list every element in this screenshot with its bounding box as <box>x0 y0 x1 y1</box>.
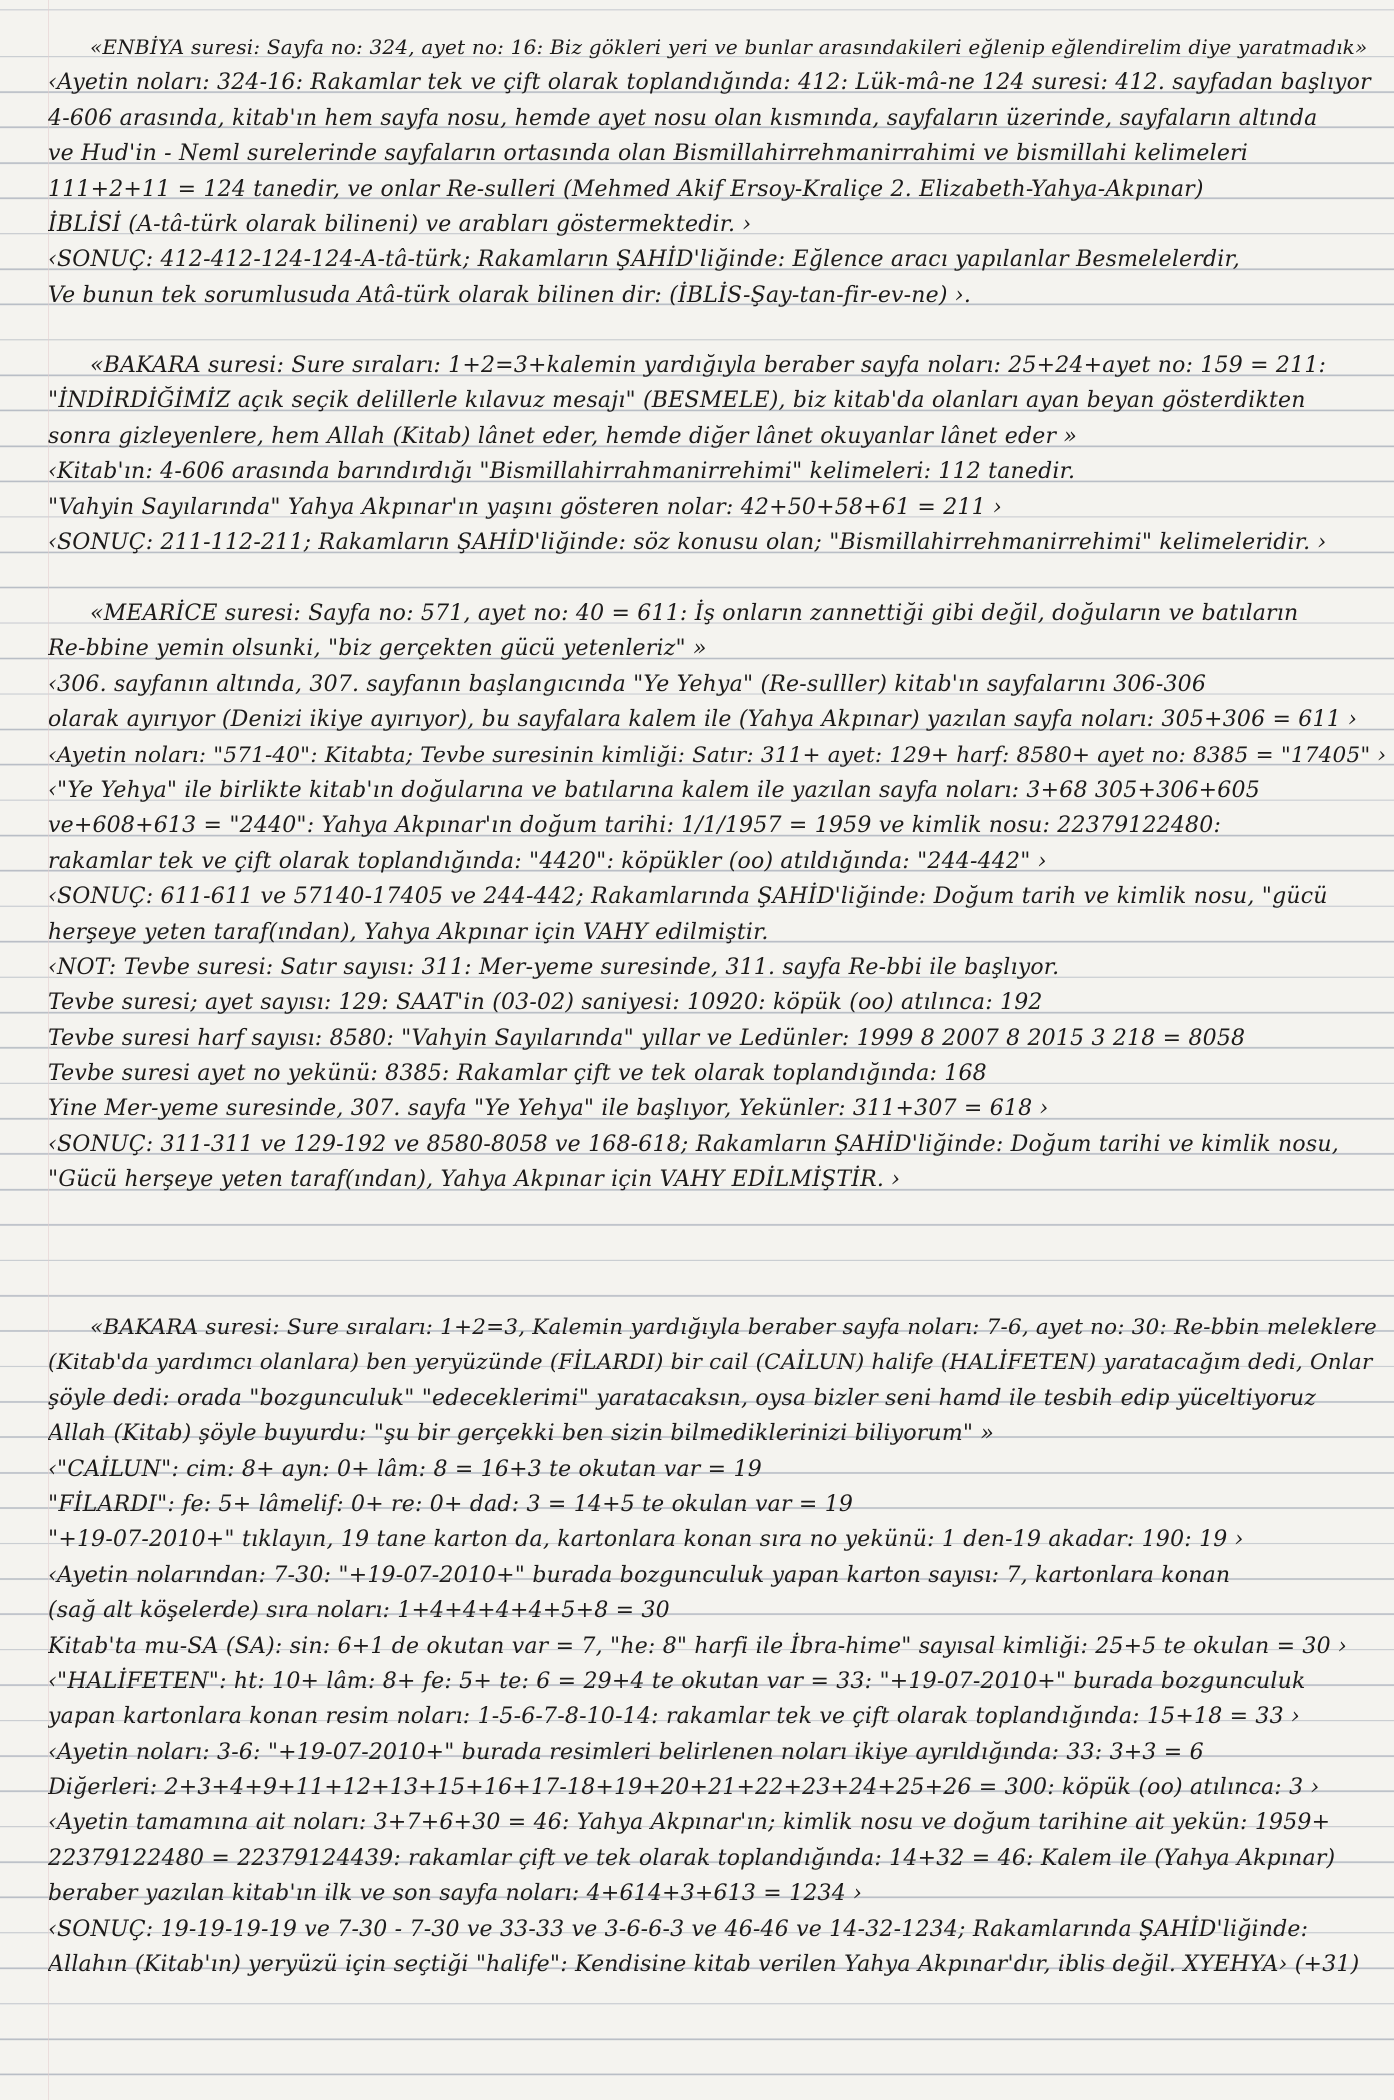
handwritten-line: "İNDİRDİĞİMİZ açık seçik delillerle kılavuz mesajı" (BESMELE), biz kitab'da olanları ayan beyan gösterdikten <box>48 388 1306 414</box>
handwritten-line: «ENBİYA suresi: Sayfa no: 324, ayet no: 16: Biz gökleri yeri ve bunlar arasındakileri eğlenip eğlendirelim diye yaratmadık» <box>90 35 1368 59</box>
handwritten-line: ve+608+613 = "2440": Yahya Akpınar'ın doğum tarihi: 1/1/1957 = 1959 ve kimlik nosu: 22379122480: <box>48 813 1222 839</box>
handwritten-line: "Vahyin Sayılarında" Yahya Akpınar'ın yaşını gösteren nolar: 42+50+58+61 = 211 › <box>48 494 1002 520</box>
handwritten-line: sonra gizleyenlere, hem Allah (Kitab) lânet eder, hemde diğer lânet okuyanlar lânet eder » <box>48 423 1078 449</box>
handwritten-line: «BAKARA suresi: Sure sıraları: 1+2=3, Kalemin yardığıyla beraber sayfa noları: 7-6, ayet no: 30: Re-bbin meleklere <box>90 1315 1377 1340</box>
handwritten-line: ‹Kitab'ın: 4-606 arasında barındırdığı "Bismillahirrahmanirrehimi" kelimeleri: 112 tanedir. <box>48 459 1076 485</box>
section-mearice <box>48 596 1388 1198</box>
handwritten-line: Re-bbine yemin olsunki, "biz gerçekten gücü yetenleriz" » <box>48 636 707 662</box>
handwritten-line: (Kitab'da yardımcı olanlara) ben yeryüzünde (FİLARDI) bir cail (CAİLUN) halife (HALİFETEN) yaratacağım dedi, Onlar <box>48 1350 1373 1376</box>
handwritten-line: ‹Ayetin nolarından: 7-30: "+19-07-2010+" burada bozgunculuk yapan karton sayısı: 7, kartonlara konan <box>48 1562 1231 1588</box>
handwritten-line: ‹"Ye Yehya" ile birlikte kitab'ın doğularına ve batılarına kalem ile yazılan sayfa noları: 3+68 305+306+605 <box>48 777 1260 803</box>
section-bakara-1 <box>48 348 1388 560</box>
handwritten-line: ‹Ayetin noları: 3-6: "+19-07-2010+" burada resimleri belirlenen noları ikiye ayrıldığında: 33: 3+3 = 6 <box>48 1739 1204 1765</box>
handwritten-line: Ve bunun tek sorumlusuda Atâ-türk olarak bilinen dir: (İBLİS-Şay-tan-fir-ev-ne) ›. <box>48 282 972 308</box>
handwritten-line: ‹SONUÇ: 412-412-124-124-A-tâ-türk; Rakamların ŞAHİD'liğinde: Eğlence aracı yapılanlar Besmelelerdir, <box>48 247 1241 273</box>
handwritten-line: ‹SONUÇ: 611-611 ve 57140-17405 ve 244-442; Rakamlarında ŞAHİD'liğinde: Doğum tarih ve kimlik nosu, "gücü <box>48 884 1328 910</box>
handwritten-line: ‹Ayetin noları: "571-40": Kitabta; Tevbe suresinin kimliği: Satır: 311+ ayet: 129+ harf: 8580+ ayet no: 8385 = "17405" › <box>48 742 1387 768</box>
handwritten-line: (sağ alt köşelerde) sıra noları: 1+4+4+4+4+5+8 = 30 <box>48 1598 670 1624</box>
handwritten-line: 4-606 arasında, kitab'ın hem sayfa nosu, hemde ayet nosu olan kısmında, sayfaların üzerinde, sayfaların altında <box>48 105 1318 131</box>
handwritten-line: Allahın (Kitab'ın) yeryüzü için seçtiği "halife": Kendisine kitab verilen Yahya Akpınar'dır, iblis değil. XYEHYA› (+31) <box>48 1952 1360 1978</box>
handwritten-line: Allah (Kitab) şöyle buyurdu: "şu bir gerçekki ben sizin bilmediklerinizi biliyorum" » <box>48 1421 995 1447</box>
handwritten-line: Tevbe suresi harf sayısı: 8580: "Vahyin Sayılarında" yıllar ve Ledünler: 1999 8 2007 8 2015 3 218 = 8058 <box>48 1025 1246 1051</box>
handwritten-line: rakamlar tek ve çift olarak toplandığında: "4420": köpükler (oo) atıldığında: "244-442" › <box>48 848 1047 874</box>
handwritten-line: "+19-07-2010+" tıklayın, 19 tane karton da, kartonlara konan sıra no yekünü: 1 den-19 akadar: 190: 19 › <box>48 1527 1244 1553</box>
handwritten-line: ‹Ayetin noları: 324-16: Rakamlar tek ve çift olarak toplandığında: 412: Lük-mâ-ne 124 suresi: 412. sayfadan başlıyor <box>48 70 1371 96</box>
handwritten-line: «MEARİCE suresi: Sayfa no: 571, ayet no: 40 = 611: İş onların zannettiği gibi değil, doğuların ve batıların <box>90 601 1299 626</box>
handwritten-line: ‹SONUÇ: 211-112-211; Rakamların ŞAHİD'liğinde: söz konusu olan; "Bismillahirrehmanirrehimi" kelimeleridir. › <box>48 529 1327 555</box>
handwritten-line: Tevbe suresi ayet no yekünü: 8385: Rakamlar çift ve tek olarak toplandığında: 168 <box>48 1061 987 1087</box>
handwritten-line: yapan kartonlara konan resim noları: 1-5-6-7-8-10-14: rakamlar tek ve çift olarak toplandığında: 15+18 = 33 › <box>48 1704 1300 1730</box>
handwritten-line: 22379122480 = 22379124439: rakamlar çift ve tek olarak toplandığında: 14+32 = 46: Kalem ile (Yahya Akpınar) <box>48 1845 1336 1871</box>
handwritten-line: Kitab'ta mu-SA (SA): sin: 6+1 de okutan var = 7, "he: 8" harfi ile İbra-hime" sayısal kimliği: 25+5 te okulan = 30 › <box>48 1633 1347 1659</box>
handwritten-line: Diğerleri: 2+3+4+9+11+12+13+15+16+17-18+19+20+21+22+23+24+25+26 = 300: köpük (oo) atılınca: 3 › <box>48 1775 1320 1801</box>
handwritten-line: Tevbe suresi; ayet sayısı: 129: SAAT'in (03-02) saniyesi: 10920: köpük (oo) atılınca: 192 <box>48 990 1043 1016</box>
handwritten-line: şöyle dedi: orada "bozgunculuk" "edeceklerimi" yaratacaksın, oysa bizler seni hamd ile tesbih edip yüceltiyoruz <box>48 1385 1317 1411</box>
handwritten-line: herşeye yeten taraf(ından), Yahya Akpınar için VAHY edilmiştir. <box>48 919 769 945</box>
handwritten-line: "FİLARDI": fe: 5+ lâmelif: 0+ re: 0+ dad: 3 = 14+5 te okulan var = 19 <box>48 1491 854 1517</box>
handwritten-line: ‹SONUÇ: 19-19-19-19 ve 7-30 - 7-30 ve 33-33 ve 3-6-6-3 ve 46-46 ve 14-32-1234; Rakamlarında ŞAHİD'liğinde: <box>48 1916 1309 1942</box>
handwritten-line: ‹"CAİLUN": cim: 8+ ayn: 0+ lâm: 8 = 16+3 te okutan var = 19 <box>48 1456 762 1482</box>
handwritten-line: ‹"HALİFETEN": ht: 10+ lâm: 8+ fe: 5+ te: 6 = 29+4 te okutan var = 33: "+19-07-2010+" burada bozgunculuk <box>48 1668 1306 1694</box>
handwritten-line: 111+2+11 = 124 tanedir, ve onlar Re-sulleri (Mehmed Akif Ersoy-Kraliçe 2. Elizabeth-Yahya-Akpınar) <box>48 176 1204 202</box>
handwritten-line: ve Hud'in - Neml surelerinde sayfaların ortasında olan Bismillahirrehmanirrahimi ve bismillahi kelimeleri <box>48 141 1248 167</box>
handwritten-line: "Gücü herşeye yeten taraf(ından), Yahya Akpınar için VAHY EDİLMİŞTİR. › <box>48 1167 901 1193</box>
handwritten-line: beraber yazılan kitab'ın ilk ve son sayfa noları: 4+614+3+613 = 1234 › <box>48 1881 863 1907</box>
handwritten-line: olarak ayırıyor (Denizi ikiye ayırıyor), bu sayfalara kalem ile (Yahya Akpınar) yazılan sayfa noları: 305+306 = 611 › <box>48 707 1358 733</box>
section-enbiya <box>48 30 1388 313</box>
handwritten-line: ‹306. sayfanın altında, 307. sayfanın başlangıcında "Ye Yehya" (Re-sulller) kitab'ın sayfalarını 306-306 <box>48 671 1207 697</box>
handwritten-line: ‹NOT: Tevbe suresi: Satır sayısı: 311: Mer-yeme suresinde, 311. sayfa Re-bbi ile başlıyor. <box>48 954 1060 980</box>
handwritten-line: Yine Mer-yeme suresinde, 307. sayfa "Ye Yehya" ile başlıyor, Yekünler: 311+307 = 618 › <box>48 1096 1049 1122</box>
handwritten-line: «BAKARA suresi: Sure sıraları: 1+2=3+kalemin yardığıyla beraber sayfa noları: 25+24+ayet no: 159 = 211: <box>90 353 1327 378</box>
section-bakara-2 <box>48 1310 1388 1982</box>
handwritten-line: ‹SONUÇ: 311-311 ve 129-192 ve 8580-8058 ve 168-618; Rakamların ŞAHİD'liğinde: Doğum tarihi ve kimlik nosu, <box>48 1131 1339 1157</box>
handwritten-line: ‹Ayetin tamamına ait noları: 3+7+6+30 = 46: Yahya Akpınar'ın; kimlik nosu ve doğum tarihine ait yekün: 1959+ <box>48 1810 1331 1836</box>
handwritten-line: İBLİSİ (A-tâ-türk olarak bilineni) ve arabları göstermektedir. › <box>48 211 752 237</box>
